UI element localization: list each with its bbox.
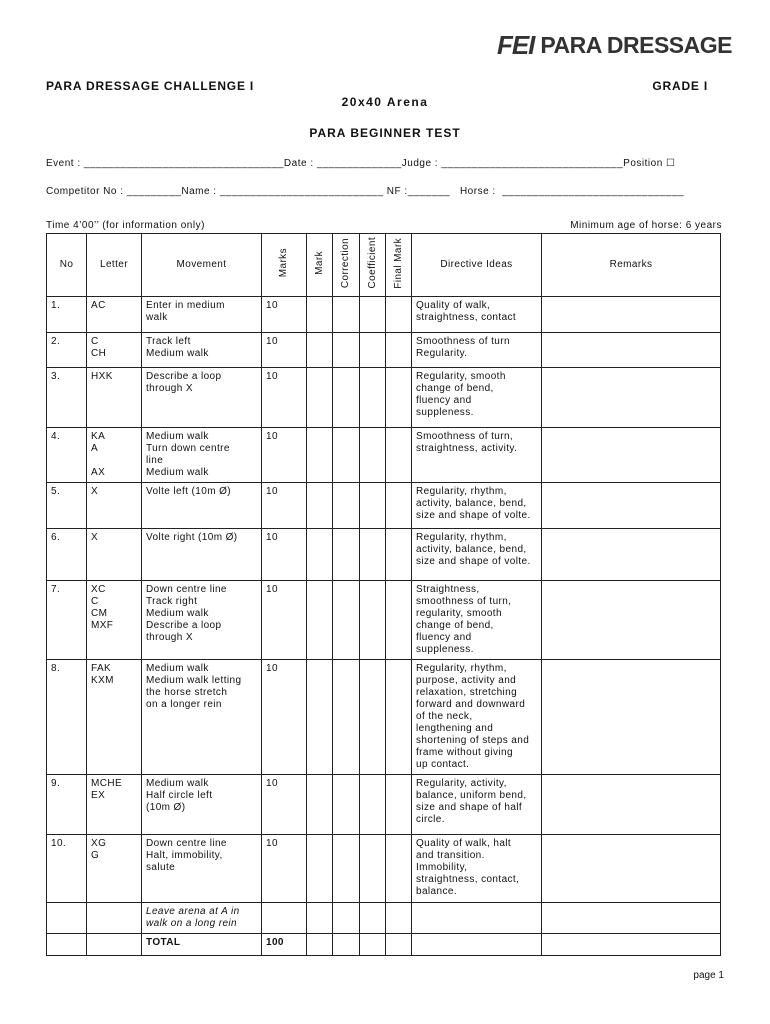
minimum-age-note: Minimum age of horse: 6 years [570,220,722,231]
col-remarks: Remarks [542,234,721,297]
row-directive-line: Regularity, rhythm, [416,663,507,674]
row-directive-line: Regularity, smooth [416,371,506,382]
table-row [47,368,721,428]
row-letter-line: X [91,532,99,543]
row-letter-line: CH [91,348,107,359]
row-directive-line: suppleness. [416,407,474,418]
event-line[interactable]: Event : _________________________________Date : ______________Judge : ______________________________Position ☐ [46,158,676,169]
col-letter: Letter [87,234,142,297]
row-directive-line: shortening of steps and [416,735,530,746]
row-directive-line: change of bend, [416,383,494,394]
row-letter [87,835,142,903]
table-row [47,835,721,903]
row-letter-line: XC [91,584,106,595]
row-directive-line: purpose, activity and [416,675,517,686]
row-movement-line: Halt, immobility, [146,850,223,861]
total-blank [386,934,412,956]
total-remarks [542,934,721,956]
row-correction-input[interactable] [333,529,360,581]
row-marks: 10 [262,581,307,660]
row-marks: 10 [262,775,307,835]
col-coefficient [360,234,386,297]
arena-label: 20x40 Arena [341,95,429,109]
row-directive [412,835,542,903]
row-mark-input[interactable] [307,333,333,368]
row-remarks-input[interactable] [542,835,721,903]
row-marks: 10 [262,368,307,428]
row-directive [412,529,542,581]
row-movement [142,529,262,581]
row-movement [142,775,262,835]
row-final-mark-input[interactable] [386,529,412,581]
row-coefficient [360,581,386,660]
total-row [47,934,721,956]
row-letter-line: G [91,850,100,861]
row-directive-line: balance. [416,886,458,897]
leave-blank [360,903,386,934]
row-coefficient [360,835,386,903]
row-letter-line: CM [91,608,108,619]
row-directive-line: size and shape of half [416,802,523,813]
row-letter-line: HXK [91,371,113,382]
row-letter-line: FAK [91,663,112,674]
row-directive-line: lengthening and [416,723,494,734]
row-letter-line: C [91,596,99,607]
row-marks: 10 [262,483,307,529]
col-correction [333,234,360,297]
row-letter [87,297,142,333]
row-directive [412,333,542,368]
table-row [47,297,721,333]
table-header-row [47,234,721,297]
row-movement-line: Medium walk [146,431,209,442]
row-directive-line: activity, balance, bend, [416,498,527,509]
row-marks: 10 [262,428,307,483]
row-directive-line: circle. [416,814,445,825]
row-correction-input[interactable] [333,368,360,428]
row-letter-line: MCHE [91,778,123,789]
row-mark-input[interactable] [307,529,333,581]
row-directive-line: forward and downward [416,699,526,710]
row-movement-line: line [146,455,164,466]
row-letter-line: MXF [91,620,114,631]
row-directive-line: regularity, smooth [416,608,502,619]
row-directive [412,581,542,660]
row-number: 1. [47,297,87,333]
row-number: 7. [47,581,87,660]
row-letter-line: X [91,486,99,497]
row-movement-line: Describe a loop [146,620,222,631]
row-directive [412,483,542,529]
total-blank [333,934,360,956]
row-remarks-input[interactable] [542,428,721,483]
row-movement-line: Volte right (10m Ø) [146,532,238,543]
row-directive-line: straightness, contact, [416,874,520,885]
row-mark-input[interactable] [307,297,333,333]
leave-letter [87,903,142,934]
col-marks-label: Marks [278,248,289,278]
row-movement-line: the horse stretch [146,687,228,698]
leave-directive [412,903,542,934]
total-blank [307,934,333,956]
row-letter-line: EX [91,790,106,801]
row-marks: 10 [262,660,307,775]
row-letter [87,333,142,368]
row-remarks-input[interactable] [542,529,721,581]
row-directive-line: smoothness of turn, [416,596,512,607]
row-directive [412,775,542,835]
row-final-mark-input[interactable] [386,333,412,368]
table-row [47,483,721,529]
row-correction-input[interactable] [333,660,360,775]
row-correction-input[interactable] [333,297,360,333]
row-coefficient [360,297,386,333]
row-letter [87,368,142,428]
challenge-title: PARA DRESSAGE CHALLENGE I [46,79,255,93]
leave-arena-text [142,903,262,934]
leave-blank [386,903,412,934]
row-final-mark-input[interactable] [386,660,412,775]
row-movement [142,333,262,368]
row-movement-line: Medium walk letting [146,675,242,686]
row-directive-line: straightness, contact [416,312,517,323]
row-directive-line: and transition. [416,850,485,861]
logo-text: PARA DRESSAGE [540,32,732,58]
row-directive-line: balance, uniform bend, [416,790,527,801]
row-mark-input[interactable] [307,835,333,903]
row-movement-line: salute [146,862,176,873]
row-directive-line: Regularity, rhythm, [416,532,507,543]
row-correction-input[interactable] [333,775,360,835]
row-letter-line [91,455,137,467]
fei-logo-mark: FEI [496,30,535,60]
row-coefficient [360,529,386,581]
col-mark-label: Mark [313,251,325,275]
fei-para-dressage-logo [497,30,732,61]
row-directive [412,660,542,775]
row-movement-line: Medium walk [146,608,209,619]
row-mark-input[interactable] [307,581,333,660]
table-row [47,428,721,483]
row-marks: 10 [262,297,307,333]
leave-arena-text-line: Leave arena at A in [146,906,240,917]
row-coefficient [360,333,386,368]
leave-no [47,903,87,934]
row-movement-line: Medium walk [146,467,209,478]
competitor-line[interactable]: Competitor No : _________Name : ___________________________ NF :_______ Horse : ______________________________ [46,186,685,197]
col-no: No [47,234,87,297]
row-movement [142,835,262,903]
time-note: Time 4’00’’ (for information only) [46,220,205,231]
col-movement: Movement [142,234,262,297]
page-number: page 1 [693,970,724,981]
row-movement-line: Volte left (10m Ø) [146,486,232,497]
leave-arena-text-line: walk on a long rein [146,918,237,929]
row-letter [87,581,142,660]
row-movement-line: walk [146,312,168,323]
row-number: 2. [47,333,87,368]
row-number: 3. [47,368,87,428]
test-name: PARA BEGINNER TEST [309,126,461,140]
row-number: 10. [47,835,87,903]
row-movement [142,428,262,483]
row-final-mark-input[interactable] [386,428,412,483]
table-row [47,529,721,581]
row-directive [412,297,542,333]
total-letter [87,934,142,956]
row-letter-line: AC [91,300,106,311]
row-letter-line: AX [91,467,106,478]
col-directive: Directive Ideas [412,234,542,297]
row-number: 9. [47,775,87,835]
row-directive-line: frame without giving [416,747,513,758]
row-coefficient [360,660,386,775]
row-correction-input[interactable] [333,333,360,368]
row-directive-line: up contact. [416,759,470,770]
table-row [47,775,721,835]
row-directive [412,428,542,483]
row-directive-line: Smoothness of turn [416,336,510,347]
row-marks: 10 [262,529,307,581]
col-mark [307,234,333,297]
row-directive-line: activity, balance, bend, [416,544,527,555]
leave-blank [333,903,360,934]
leave-blank [262,903,307,934]
row-coefficient [360,775,386,835]
row-mark-input[interactable] [307,660,333,775]
total-label: TOTAL [142,934,262,956]
row-final-mark-input[interactable] [386,835,412,903]
total-directive [412,934,542,956]
row-mark-input[interactable] [307,483,333,529]
grade-label: GRADE I [652,79,708,93]
row-movement-line: on a longer rein [146,699,222,710]
row-movement [142,660,262,775]
row-number: 4. [47,428,87,483]
row-directive-line: Immobility, [416,862,468,873]
row-correction-input[interactable] [333,428,360,483]
row-number: 5. [47,483,87,529]
row-letter [87,660,142,775]
row-letter-line: KXM [91,675,114,686]
row-directive-line: Regularity, rhythm, [416,486,507,497]
row-mark-input[interactable] [307,368,333,428]
row-remarks-input[interactable] [542,775,721,835]
row-coefficient [360,368,386,428]
row-directive-line: Regularity, activity, [416,778,507,789]
row-letter [87,428,142,483]
row-correction-input[interactable] [333,835,360,903]
row-movement-line: Enter in medium [146,300,225,311]
row-letter-line: KA [91,431,106,442]
row-directive-line: change of bend, [416,620,494,631]
table-row [47,333,721,368]
row-final-mark-input[interactable] [386,368,412,428]
total-marks: 100 [262,934,307,956]
row-remarks-input[interactable] [542,297,721,333]
row-directive-line: of the neck, [416,711,473,722]
row-directive-line: Smoothness of turn, [416,431,514,442]
row-movement-line: Medium walk [146,348,209,359]
row-final-mark-input[interactable] [386,775,412,835]
leave-arena-row [47,903,721,934]
row-coefficient [360,483,386,529]
row-mark-input[interactable] [307,428,333,483]
row-correction-input[interactable] [333,483,360,529]
row-remarks-input[interactable] [542,368,721,428]
row-movement-line: Track right [146,596,198,607]
row-number: 6. [47,529,87,581]
row-movement-line: Medium walk [146,663,209,674]
row-movement-line: Medium walk [146,778,209,789]
row-movement [142,297,262,333]
row-letter-line: C [91,336,99,347]
row-directive-line: fluency and [416,395,472,406]
row-directive-line: relaxation, stretching [416,687,518,698]
row-directive-line: Straightness, [416,584,480,595]
row-coefficient [360,428,386,483]
row-movement-line: Half circle left [146,790,213,801]
row-directive [412,368,542,428]
row-letter [87,483,142,529]
row-remarks-input[interactable] [542,660,721,775]
row-letter [87,529,142,581]
row-directive-line: fluency and [416,632,472,643]
row-movement-line: Track left [146,336,191,347]
row-remarks-input[interactable] [542,581,721,660]
row-final-mark-input[interactable] [386,581,412,660]
row-movement [142,581,262,660]
row-letter-line: XG [91,838,107,849]
row-mark-input[interactable] [307,775,333,835]
row-movement-line: through X [146,383,193,394]
row-movement-line: Describe a loop [146,371,222,382]
row-movement-line: Down centre line [146,838,227,849]
row-final-mark-input[interactable] [386,297,412,333]
row-directive-line: Quality of walk, halt [416,838,512,849]
leave-remarks [542,903,721,934]
row-letter-line: A [91,443,99,454]
row-correction-input[interactable] [333,581,360,660]
total-no [47,934,87,956]
row-directive-line: size and shape of volte. [416,510,531,521]
row-directive-line: straightness, activity. [416,443,518,454]
row-directive-line: Regularity. [416,348,468,359]
row-remarks-input[interactable] [542,333,721,368]
row-directive-line: Quality of walk, [416,300,491,311]
col-final-mark-label: Final Mark [392,237,404,289]
table-row [47,660,721,775]
row-directive-line: suppleness. [416,644,474,655]
row-movement-line: Down centre line [146,584,227,595]
total-blank [360,934,386,956]
row-movement [142,368,262,428]
col-final-mark [386,234,412,297]
row-number: 8. [47,660,87,775]
col-marks [262,234,307,297]
row-movement-line: (10m Ø) [146,802,186,813]
col-correction-label: Correction [340,237,351,289]
table-row [47,581,721,660]
row-remarks-input[interactable] [542,483,721,529]
col-coefficient-label: Coefficient [366,237,378,289]
leave-blank [307,903,333,934]
row-letter [87,775,142,835]
row-movement-line: Turn down centre [146,443,230,454]
row-movement-line: through X [146,632,193,643]
row-marks: 10 [262,835,307,903]
row-directive-line: size and shape of volte. [416,556,531,567]
score-table [46,233,721,956]
row-movement [142,483,262,529]
row-final-mark-input[interactable] [386,483,412,529]
row-marks: 10 [262,333,307,368]
